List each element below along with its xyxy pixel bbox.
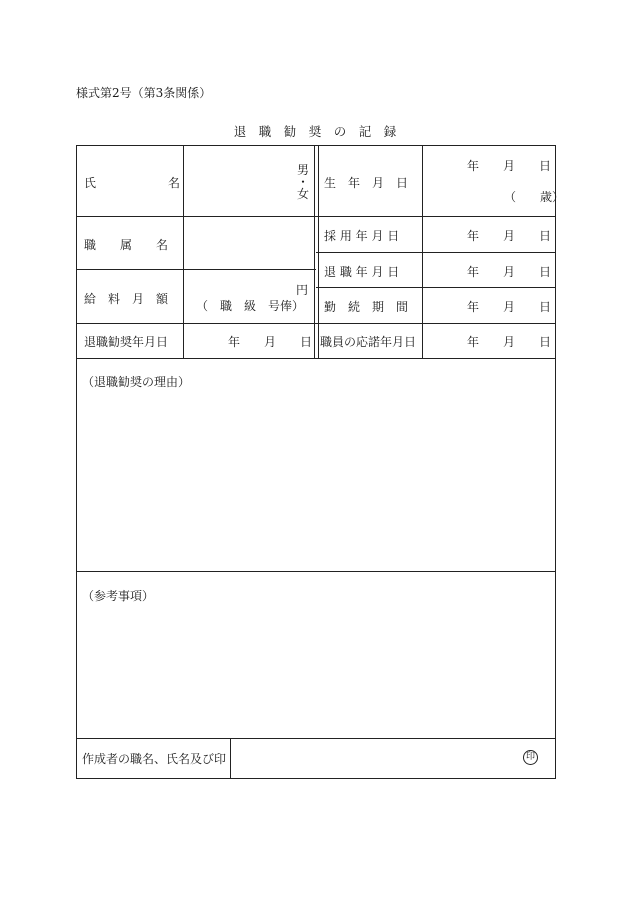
notes-field[interactable] <box>77 605 555 737</box>
response-date-value[interactable]: 年 月 日 <box>467 335 552 349</box>
retire-date-value[interactable]: 年 月 日 <box>467 265 552 279</box>
age-value[interactable]: （ 歳） <box>504 190 565 204</box>
notes-label: （参考事項） <box>82 589 155 603</box>
name-label: 氏 名 <box>84 176 181 190</box>
hire-date-label: 採 用 年 月 日 <box>324 229 400 243</box>
sex-male[interactable]: 男 <box>297 163 310 177</box>
creator-label: 作成者の職名、氏名及び印 <box>82 752 227 766</box>
hire-date-value[interactable]: 年 月 日 <box>467 229 552 243</box>
recommend-date-value[interactable]: 年 月 日 <box>228 335 313 349</box>
form-number: 様式第2号（第3条関係） <box>76 86 212 100</box>
response-date-label: 職員の応諾年月日 <box>320 335 417 349</box>
birthdate-value[interactable]: 年 月 日 <box>467 159 552 173</box>
service-value[interactable]: 年 月 日 <box>467 300 552 314</box>
seal-mark-icon: 印 <box>523 750 538 765</box>
reason-field[interactable] <box>77 390 555 570</box>
form-title: 退 職 勧 奨 の 記 録 <box>233 124 397 139</box>
salary-unit: 円 <box>296 283 309 297</box>
creator-field[interactable] <box>231 739 555 778</box>
service-label: 勤 続 期 間 <box>324 300 409 314</box>
dept-label: 職 属 名 <box>84 238 169 252</box>
recommend-date-label: 退職勧奨年月日 <box>84 335 169 349</box>
salary-label: 給 料 月 額 <box>84 292 169 306</box>
retire-date-label: 退 職 年 月 日 <box>324 265 400 279</box>
sex-separator: ・ <box>297 175 310 189</box>
salary-grade[interactable]: （ 職 級 号俸） <box>196 299 305 313</box>
reason-label: （退職勧奨の理由） <box>82 375 191 389</box>
birthdate-label: 生 年 月 日 <box>324 176 409 190</box>
sex-female[interactable]: 女 <box>297 187 310 201</box>
